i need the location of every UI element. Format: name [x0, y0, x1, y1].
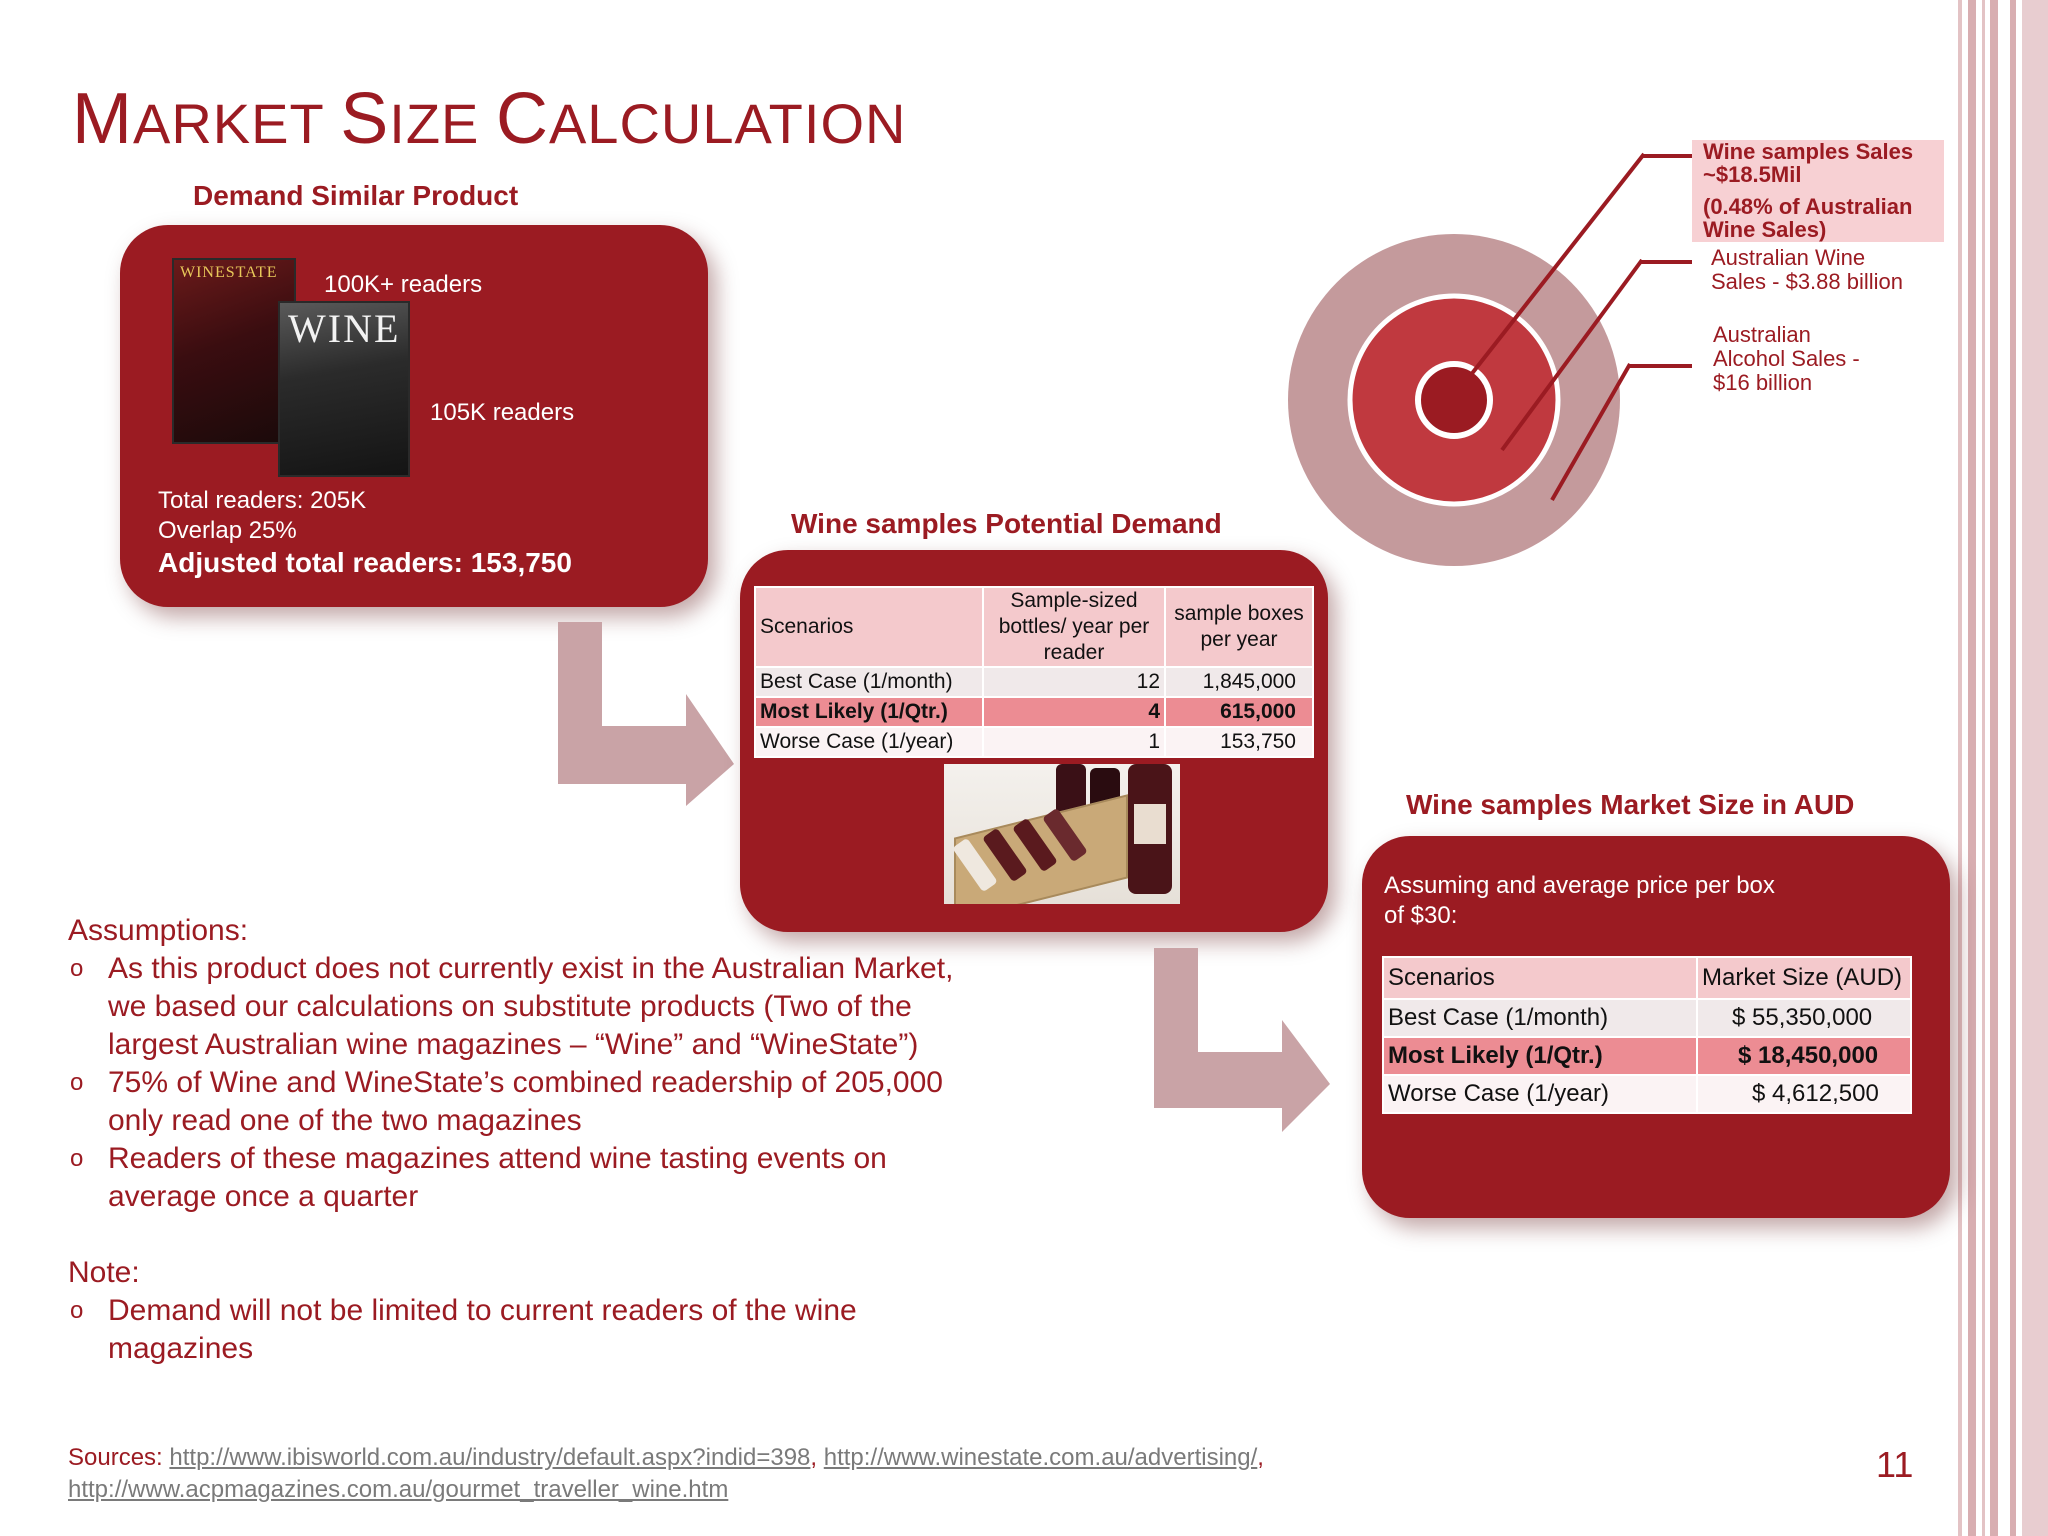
assumption-item: o 75% of Wine and WineState’s combined readership of 205,000 only read one of the two magazines — [68, 1064, 968, 1140]
market-assumption-line2: of $30: — [1384, 902, 1458, 929]
market-assumption-line1: Assuming and average price per box — [1384, 872, 1775, 899]
flow-arrow-1 — [556, 620, 736, 810]
scenario-cell: Most Likely (1/Qtr.) — [755, 697, 983, 727]
title-word-ize: IZE — [389, 92, 496, 155]
table-row — [1383, 999, 1911, 1037]
table-header-row — [755, 587, 1313, 667]
header-cell: sample boxes per year — [1165, 587, 1313, 667]
header-cell: Scenarios — [755, 587, 983, 667]
decor-stripe — [1982, 0, 1985, 1536]
title-word-arket: ARKET — [132, 92, 341, 155]
decor-stripe — [1990, 0, 1998, 1536]
inner-label-line1: Wine samples Sales — [1703, 139, 1914, 164]
sources-label: Sources: — [68, 1444, 170, 1471]
scenario-cell: Worse Case (1/year) — [755, 727, 983, 757]
outer-label-line3: $16 billion — [1713, 370, 1813, 395]
source-link-acpmagazines[interactable]: http://www.acpmagazines.com.au/gourmet_traveller_wine.htm — [68, 1476, 729, 1503]
bottles-cell: 1 — [983, 727, 1165, 757]
table-row-highlight — [1383, 1037, 1911, 1075]
note-item: o Demand will not be limited to current readers of the wine magazines — [68, 1292, 968, 1368]
middle-label-line1: Australian Wine — [1711, 245, 1866, 270]
outer-label-line1: Australian — [1713, 322, 1811, 347]
assumption-item: o Readers of these magazines attend wine tasting events on average once a quarter — [68, 1140, 968, 1216]
assumption-item: o As this product does not currently exist in the Australian Market, we based our calculations on substitute products (Two of the largest Australian wine magazines – “Wine” and “WineState”) — [68, 950, 968, 1064]
header-cell: Market Size (AUD) — [1697, 957, 1911, 999]
inner-core — [1418, 364, 1490, 436]
bottles-cell: 4 — [983, 697, 1165, 727]
scenario-cell: Best Case (1/month) — [1383, 999, 1697, 1037]
total-readers: Total readers: 205K — [158, 487, 367, 514]
value-cell: $ 4,612,500 — [1697, 1075, 1911, 1113]
adjusted-readers: Adjusted total readers: 153,750 — [158, 547, 572, 578]
source-link-ibisworld[interactable]: http://www.ibisworld.com.au/industry/default.aspx?indid=398 — [169, 1444, 811, 1471]
inner-label-line4: Wine Sales) — [1703, 217, 1827, 242]
overlap: Overlap 25% — [158, 517, 297, 544]
middle-label-line2: Sales - $3.88 billion — [1711, 269, 1904, 294]
market-target-diagram — [1270, 120, 1710, 580]
magazine-cover-wine — [278, 301, 410, 477]
scenario-cell: Worse Case (1/year) — [1383, 1075, 1697, 1113]
table-row — [755, 667, 1313, 697]
scenario-cell: Best Case (1/month) — [755, 667, 983, 697]
decor-stripe — [2022, 0, 2048, 1536]
decor-stripe — [1968, 0, 1976, 1536]
magazine-title: WINE — [288, 306, 401, 351]
bottle-label — [1134, 804, 1166, 844]
assumptions-block — [68, 912, 968, 1368]
title-letter-s: S — [340, 79, 390, 159]
sources-separator: , — [1257, 1444, 1264, 1471]
potential-heading: Wine samples Potential Demand — [791, 508, 1222, 539]
page-number: 11 — [1876, 1444, 1914, 1485]
assumptions-heading: Assumptions: — [68, 914, 249, 947]
wine-sample-box-photo — [944, 764, 1180, 904]
outer-label-line2: Alcohol Sales - — [1713, 346, 1860, 371]
boxes-cell: 1,845,000 — [1165, 667, 1313, 697]
table-row-highlight — [755, 697, 1313, 727]
demand-heading: Demand Similar Product — [193, 180, 519, 211]
table-row — [1383, 1075, 1911, 1113]
table-header-row — [1383, 957, 1911, 999]
value-cell: $ 18,450,000 — [1697, 1037, 1911, 1075]
decor-stripe — [1958, 0, 1962, 1536]
decor-stripe — [2010, 0, 2016, 1536]
source-link-winestate[interactable]: http://www.winestate.com.au/advertising/ — [823, 1444, 1258, 1471]
boxes-cell: 153,750 — [1165, 727, 1313, 757]
title-word-alculation: ALCULATION — [548, 92, 907, 155]
potential-demand-table — [754, 586, 1314, 758]
mag1-readers: 100K+ readers — [324, 271, 483, 298]
table-row — [755, 727, 1313, 757]
header-cell: Sample-sized bottles/ year per reader — [983, 587, 1165, 667]
flow-arrow-2 — [1152, 946, 1332, 1136]
page-title — [72, 78, 906, 160]
inner-label-line2: ~$18.5Mil — [1703, 162, 1802, 187]
value-cell: $ 55,350,000 — [1697, 999, 1911, 1037]
spacer — [68, 1216, 968, 1254]
title-letter-m: M — [72, 79, 133, 159]
market-heading: Wine samples Market Size in AUD — [1406, 789, 1855, 820]
demand-panel — [120, 225, 708, 607]
market-size-table — [1382, 956, 1912, 1114]
title-letter-c: C — [495, 79, 549, 159]
magazine-title: WINESTATE — [180, 264, 278, 281]
mag2-readers: 105K readers — [430, 399, 575, 426]
header-cell: Scenarios — [1383, 957, 1697, 999]
scenario-cell: Most Likely (1/Qtr.) — [1383, 1037, 1697, 1075]
inner-label-line3: (0.48% of Australian — [1703, 194, 1913, 219]
boxes-cell: 615,000 — [1165, 697, 1313, 727]
sources — [68, 1442, 1264, 1506]
sources-separator: , — [810, 1444, 824, 1471]
bottles-cell: 12 — [983, 667, 1165, 697]
note-heading: Note: — [68, 1256, 140, 1289]
